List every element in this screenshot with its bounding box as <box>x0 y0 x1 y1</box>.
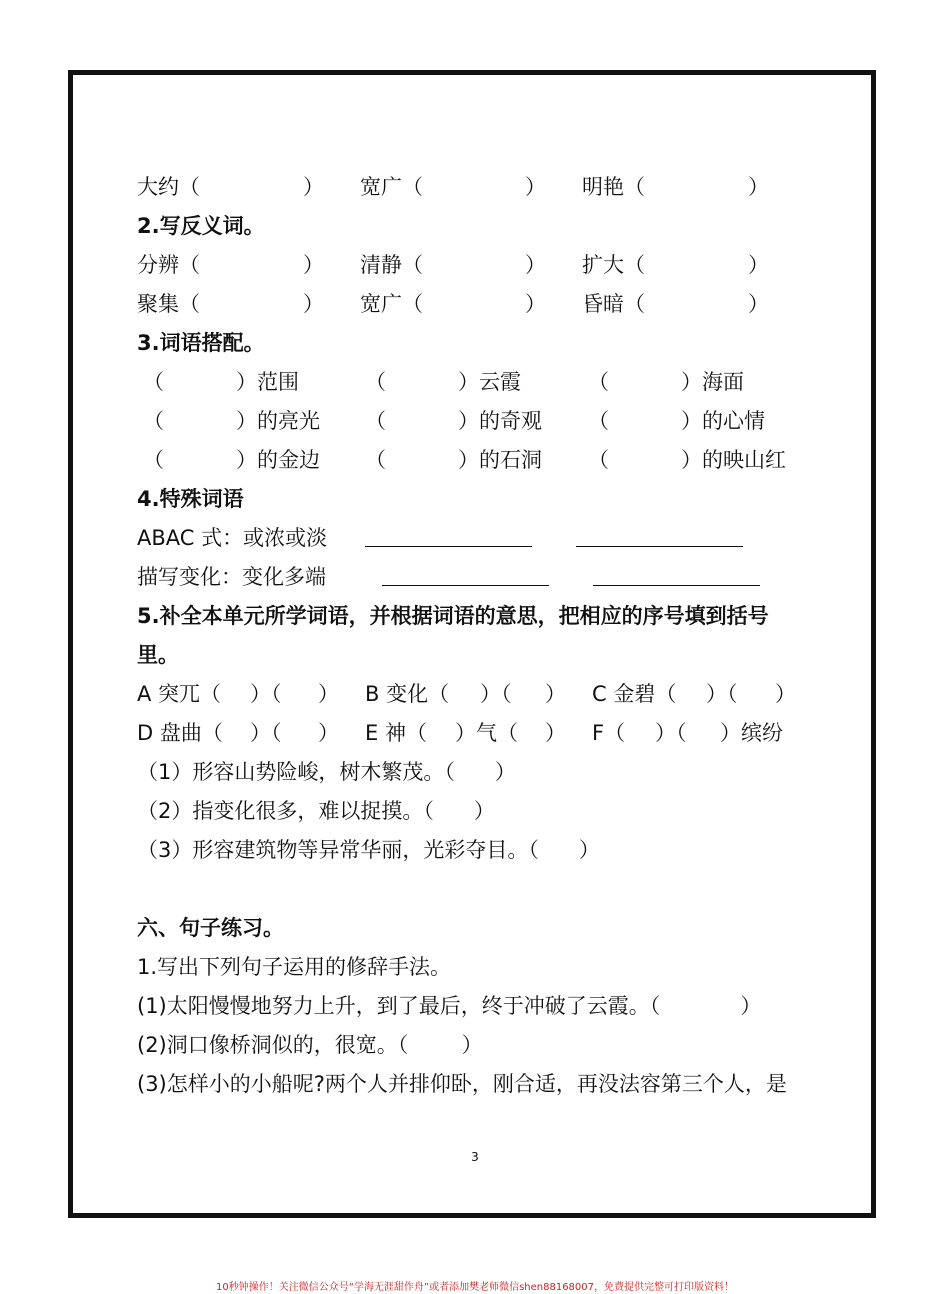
q5-item-3: （3）形容建筑物等异常华丽，光彩夺目。（ ） <box>137 838 600 862</box>
paren-close: ） <box>748 253 769 277</box>
section6-title: 六、句子练习。 <box>137 916 284 940</box>
word: ）的石洞 <box>458 448 542 472</box>
idiom-label: D 盘曲（ <box>137 721 223 745</box>
idiom-label: C 金碧（ <box>592 682 677 706</box>
paren-close: ） <box>545 721 566 745</box>
word: ）云霞 <box>458 370 521 394</box>
q4-title: 4.特殊词语 <box>137 487 244 511</box>
word: ）范围 <box>236 370 299 394</box>
label: 聚集（ <box>137 292 200 316</box>
section6-q1: 1.写出下列句子运用的修辞手法。 <box>137 955 452 979</box>
idiom-label: F（ <box>592 721 626 745</box>
paren-open: （ <box>365 370 386 394</box>
word: ）的映山红 <box>681 448 786 472</box>
paren-close: ） <box>303 292 324 316</box>
word: ）的心情 <box>681 409 765 433</box>
paren: ）（ <box>250 682 282 706</box>
paren-close: ） <box>748 175 769 199</box>
q5-item-1: （1）形容山势险峻，树木繁茂。（ ） <box>137 760 516 784</box>
paren-open: （ <box>588 370 609 394</box>
section6-item-1: (1)太阳慢慢地努力上升，到了最后，终于冲破了云霞。（ ） <box>137 994 762 1018</box>
paren: ）（ <box>250 721 282 745</box>
paren-open: （ <box>588 409 609 433</box>
paren-close: ） <box>525 253 546 277</box>
label: 扩大（ <box>582 253 645 277</box>
paren-close: ） <box>525 175 546 199</box>
change-label: 描写变化：变化多端 <box>137 565 326 589</box>
answer-blank[interactable] <box>382 585 549 586</box>
section6-item-2: (2)洞口像桥洞似的，很宽。（ ） <box>137 1033 483 1057</box>
word: ）海面 <box>681 370 744 394</box>
paren-close: ） <box>748 292 769 316</box>
paren: ）（ <box>480 682 512 706</box>
paren-close: ） <box>525 292 546 316</box>
paren-close: ）缤纷 <box>720 721 783 745</box>
paren-close: ） <box>775 682 796 706</box>
q5-item-2: （2）指变化很多，难以捉摸。（ ） <box>137 799 495 823</box>
idiom-label: A 突兀（ <box>137 682 222 706</box>
paren-open: （ <box>365 448 386 472</box>
q5-title-line2: 里。 <box>137 643 179 667</box>
page-number: 3 <box>471 1150 479 1164</box>
word: ）的奇观 <box>458 409 542 433</box>
word: ）的亮光 <box>236 409 320 433</box>
label: 昏暗（ <box>582 292 645 316</box>
paren-close: ） <box>303 253 324 277</box>
word: ）的金边 <box>236 448 320 472</box>
q5-title-line1: 5.补全本单元所学词语，并根据词语的意思，把相应的序号填到括号 <box>137 604 769 628</box>
label: 清静（ <box>360 253 423 277</box>
paren: ）（ <box>655 721 687 745</box>
paren: ）气（ <box>455 721 518 745</box>
label: 宽广（ <box>360 175 423 199</box>
paren-open: （ <box>365 409 386 433</box>
paren-open: （ <box>143 409 164 433</box>
idiom-label: B 变化（ <box>365 682 450 706</box>
paren-open: （ <box>143 448 164 472</box>
paren-close: ） <box>545 682 566 706</box>
label: 大约（ <box>137 175 200 199</box>
paren-close: ） <box>318 721 339 745</box>
q2-title: 2.写反义词。 <box>137 214 265 238</box>
paren-close: ） <box>303 175 324 199</box>
paren-open: （ <box>588 448 609 472</box>
idiom-label: E 神（ <box>365 721 427 745</box>
label: 宽广（ <box>360 292 423 316</box>
footer-notice: 10秒钟操作！关注微信公众号“学海无涯甜作舟”或者添加樊老师微信shen88168007，免费提供完整可打印版资料！ <box>215 1282 735 1293</box>
label: 明艳（ <box>582 175 645 199</box>
abac-label: ABAC 式：或浓或淡 <box>137 526 328 550</box>
answer-blank[interactable] <box>576 546 743 547</box>
answer-blank[interactable] <box>365 546 532 547</box>
paren-open: （ <box>143 370 164 394</box>
paren: ）（ <box>706 682 738 706</box>
paren-close: ） <box>318 682 339 706</box>
label: 分辨（ <box>137 253 200 277</box>
answer-blank[interactable] <box>593 585 760 586</box>
section6-item-3: (3)怎样小的小船呢?两个人并排仰卧，刚合适，再没法容第三个人，是 <box>137 1072 787 1096</box>
q3-title: 3.词语搭配。 <box>137 331 265 355</box>
